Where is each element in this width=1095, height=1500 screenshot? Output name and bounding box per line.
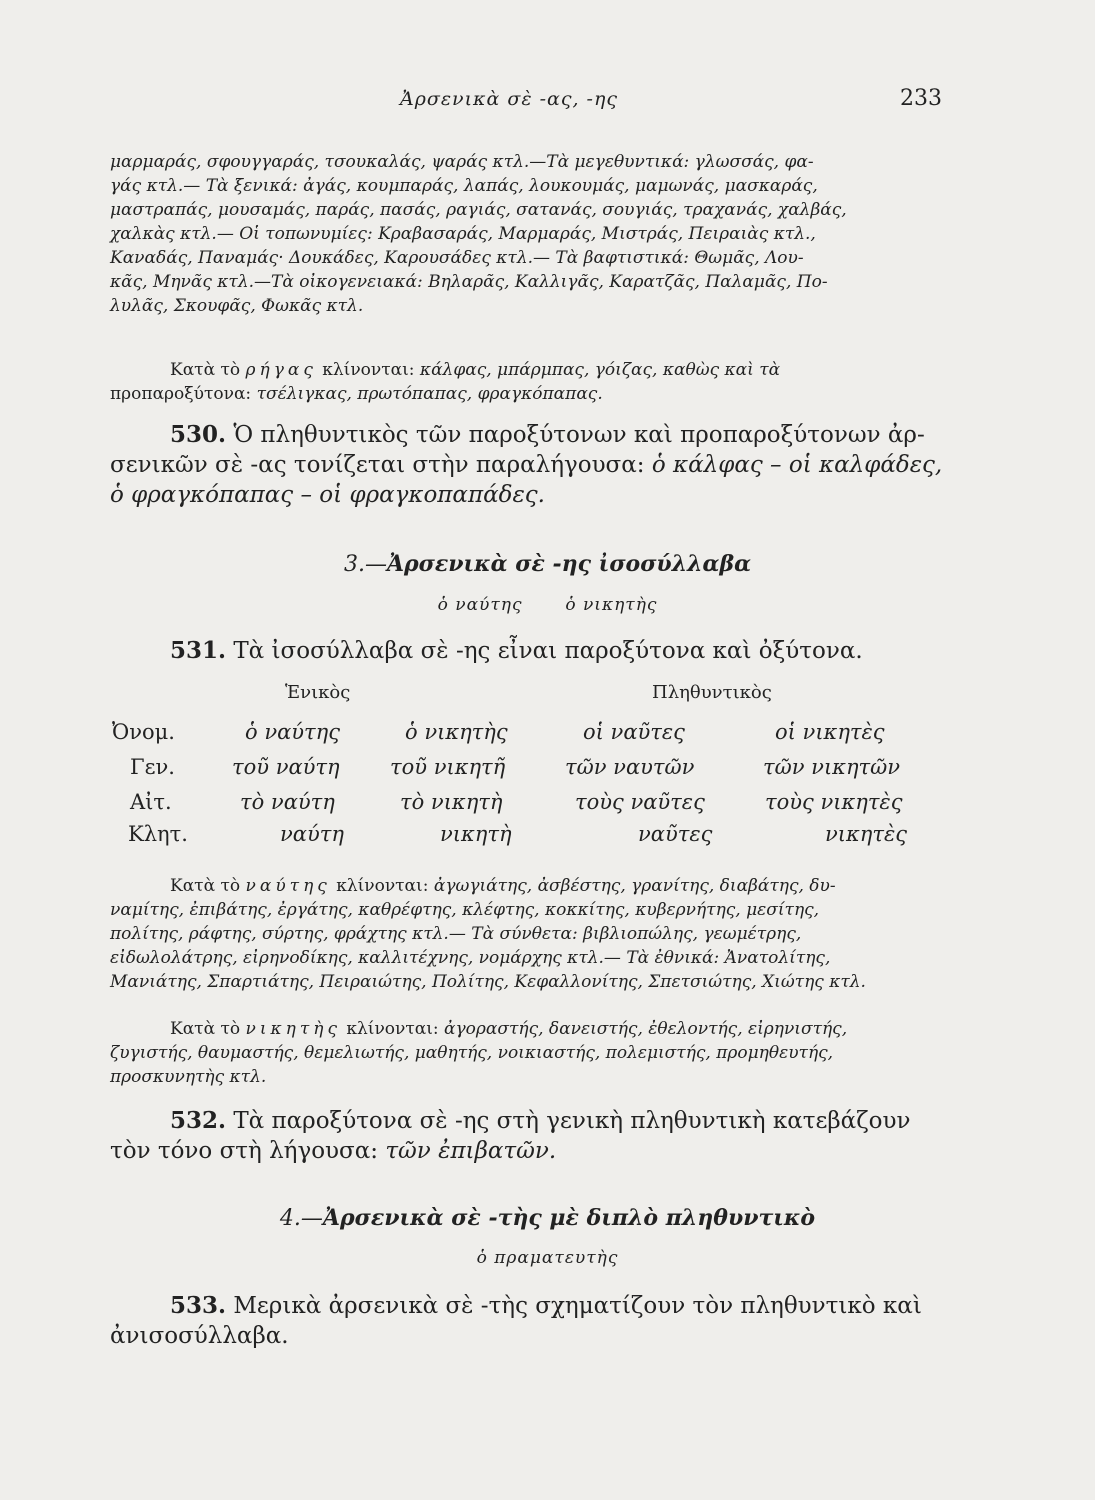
section-531 [110, 636, 950, 666]
prefix: Κατὰ τὸ [170, 360, 241, 380]
table-cell: οἱ νικητὲς [775, 720, 885, 744]
section-4-heading [0, 1205, 1095, 1231]
heading-title: Ἀρσενικὰ σὲ -ης ἰσοσύλλαβα [386, 551, 752, 577]
section-530 [110, 420, 950, 510]
prefix: Κατὰ τὸ [170, 876, 241, 896]
table-cell: ναύτη [280, 822, 344, 846]
table-cell: τοῦ νικητῆ [390, 755, 506, 779]
top-paragraph [110, 150, 950, 318]
word-list: Μανιάτης, Σπαρτιάτης, Πειραιώτης, Πολίτης, Κεφαλλονίτης, Σπετσιώτης, Χιώτης κτλ. [110, 972, 866, 992]
table-cell: τῶν νικητῶν [763, 755, 901, 779]
table-cell: τοὺς νικητὲς [765, 790, 903, 814]
model-word: νικητὴς [245, 1019, 341, 1039]
text: τὸν τόνο στὴ λήγουσα: [110, 1138, 379, 1164]
table-cell: τῶν ναυτῶν [565, 755, 695, 779]
example: ὁ νικητὴς [565, 595, 658, 615]
text: ἀνισοσύλλαβα. [110, 1323, 289, 1349]
word-list: ζυγιστής, θαυμαστής, θεμελιωτής, μαθητής, νοικιαστής, πολεμιστής, προμηθευτής, [110, 1043, 834, 1063]
table-header-singular: Ἑνικὸς [285, 682, 351, 703]
heading-number: 4.— [279, 1206, 323, 1231]
section-3-examples [0, 595, 1095, 615]
word-list: τσέλιγκας, πρωτόπαπας, φραγκόπαπας. [256, 384, 603, 404]
prefix: Κατὰ τὸ [170, 1019, 241, 1039]
model-word: ναύτης [245, 876, 331, 896]
case-label: Κλητ. [128, 822, 188, 846]
word-list: κάλφας, μπάρμπας, γόιζας, καθὼς καὶ τὰ [419, 360, 781, 380]
section-number: 532. [170, 1107, 227, 1134]
case-label: Ὀνομ. [112, 720, 175, 744]
text-line: γάς κτλ.— Τὰ ξενικά: ἀγάς, κουμπαράς, λαπάς, λουκουμάς, μαμωνάς, μασκαράς, [110, 176, 818, 196]
table-cell: νικητὴ [440, 822, 512, 846]
text-line: μαρμαράς, σφουγγαράς, τσουκαλάς, ψαράς κτλ.—Τὰ μεγεθυντικά: γλωσσάς, φα- [110, 152, 814, 172]
text: Ὁ πληθυντικὸς τῶν παροξύτονων καὶ προπαροξύτονων ἀρ- [233, 422, 925, 448]
section-number: 531. [170, 637, 227, 664]
table-cell: νικητὲς [825, 822, 908, 846]
word-list: βιβλιοπώλης, γεωμέτρης, [583, 924, 802, 944]
table-cell: ὁ ναύτης [245, 720, 340, 744]
nikitis-paragraph [110, 1017, 950, 1089]
table-cell: τὸ ναύτη [240, 790, 335, 814]
rigas-paragraph [110, 358, 950, 406]
section-number: 530. [170, 421, 227, 448]
table-header-plural: Πληθυντικὸς [652, 682, 772, 703]
heading-title: Ἀρσενικὰ σὲ -τὴς μὲ διπλὸ πληθυντικὸ [322, 1205, 816, 1231]
example: ὁ φραγκόπαπας – οἱ φραγκοπαπάδες. [110, 482, 545, 508]
table-cell: τοὺς ναῦτες [575, 790, 705, 814]
example: ὁ ναύτης [437, 595, 523, 615]
mid: κλίνονται: [346, 1019, 439, 1039]
label: προπαροξύτονα: [110, 384, 252, 404]
table-cell: ὁ νικητὴς [405, 720, 508, 744]
word-list: ἀγωγιάτης, ἀσβέστης, γρανίτης, διαβάτης, δυ- [433, 876, 836, 896]
word-list: πολίτης, ράφτης, σύρτης, φράχτης κτλ.— Τὰ σύνθετα: [110, 924, 578, 944]
running-title: Ἀρσενικὰ σὲ -ας, -ης [400, 88, 619, 110]
section-4-example: ὁ πραματευτὴς [476, 1248, 619, 1268]
word-list: ναμίτης, ἐπιβάτης, ἐργάτης, καθρέφτης, κλέφτης, κοκκίτης, κυβερνήτης, μεσίτης, [110, 900, 820, 920]
text-line: κᾶς, Μηνᾶς κτλ.—Τὰ οἰκογενειακά: Βηλαρᾶς, Καλλιγᾶς, Καρατζᾶς, Παλαμᾶς, Πο- [110, 272, 828, 292]
section-532 [110, 1106, 950, 1166]
text-line: λυλᾶς, Σκουφᾶς, Φωκᾶς κτλ. [110, 296, 364, 316]
table-cell: τοῦ ναύτη [232, 755, 340, 779]
nautis-paragraph [110, 874, 950, 994]
text-line: χαλκὰς κτλ.— Οἱ τοπωνυμίες: Κραβασαράς, Μαρμαράς, Μιστράς, Πειραιὰς κτλ., [110, 224, 816, 244]
text: Μερικὰ ἀρσενικὰ σὲ -τὴς σχηματίζουν τὸν πληθυντικὸ καὶ [233, 1293, 922, 1319]
text: Τὰ παροξύτονα σὲ -ης στὴ γενικὴ πληθυντικὴ κατεβάζουν [233, 1108, 911, 1134]
word-list: προσκυνητὴς κτλ. [110, 1067, 267, 1087]
section-533 [110, 1291, 950, 1351]
mid: κλίνονται: [322, 360, 415, 380]
section-3-heading [0, 551, 1095, 577]
example: τῶν ἐπιβατῶν. [385, 1138, 557, 1164]
text-line: Καναδάς, Παναμάς· Δουκάδες, Καρουσάδες κτλ.— Τὰ βαφτιστικά: Θωμᾶς, Λου- [110, 248, 804, 268]
mid: κλίνονται: [336, 876, 429, 896]
text-line: μαστραπάς, μουσαμάς, παράς, πασάς, ραγιάς, σατανάς, σουγιάς, τραχανάς, χαλβάς, [110, 200, 847, 220]
model-word: ρήγας [245, 360, 317, 380]
word-list: ἀγοραστής, δανειστής, ἐθελοντής, εἰρηνιστής, [444, 1019, 848, 1039]
section-number: 533. [170, 1292, 227, 1319]
word-list: εἰδωλολάτρης, εἰρηνοδίκης, καλλιτέχνης, νομάρχης κτλ.— Τὰ ἐθνικά: Ἀνατολίτης, [110, 948, 831, 968]
heading-number: 3.— [343, 552, 387, 577]
case-label: Γεν. [130, 755, 175, 779]
table-cell: τὸ νικητὴ [400, 790, 503, 814]
table-cell: ναῦτες [638, 822, 713, 846]
page-number: 233 [900, 86, 942, 111]
text: Τὰ ἰσοσύλλαβα σὲ -ης εἶναι παροξύτονα καὶ ὀξύτονα. [233, 638, 863, 664]
text: σενικῶν σὲ -ας τονίζεται στὴν παραλήγουσα: [110, 452, 645, 478]
example: ὁ κάλφας – οἱ καλφάδες, [651, 452, 943, 478]
table-cell: οἱ ναῦτες [583, 720, 685, 744]
case-label: Αἰτ. [130, 790, 172, 814]
